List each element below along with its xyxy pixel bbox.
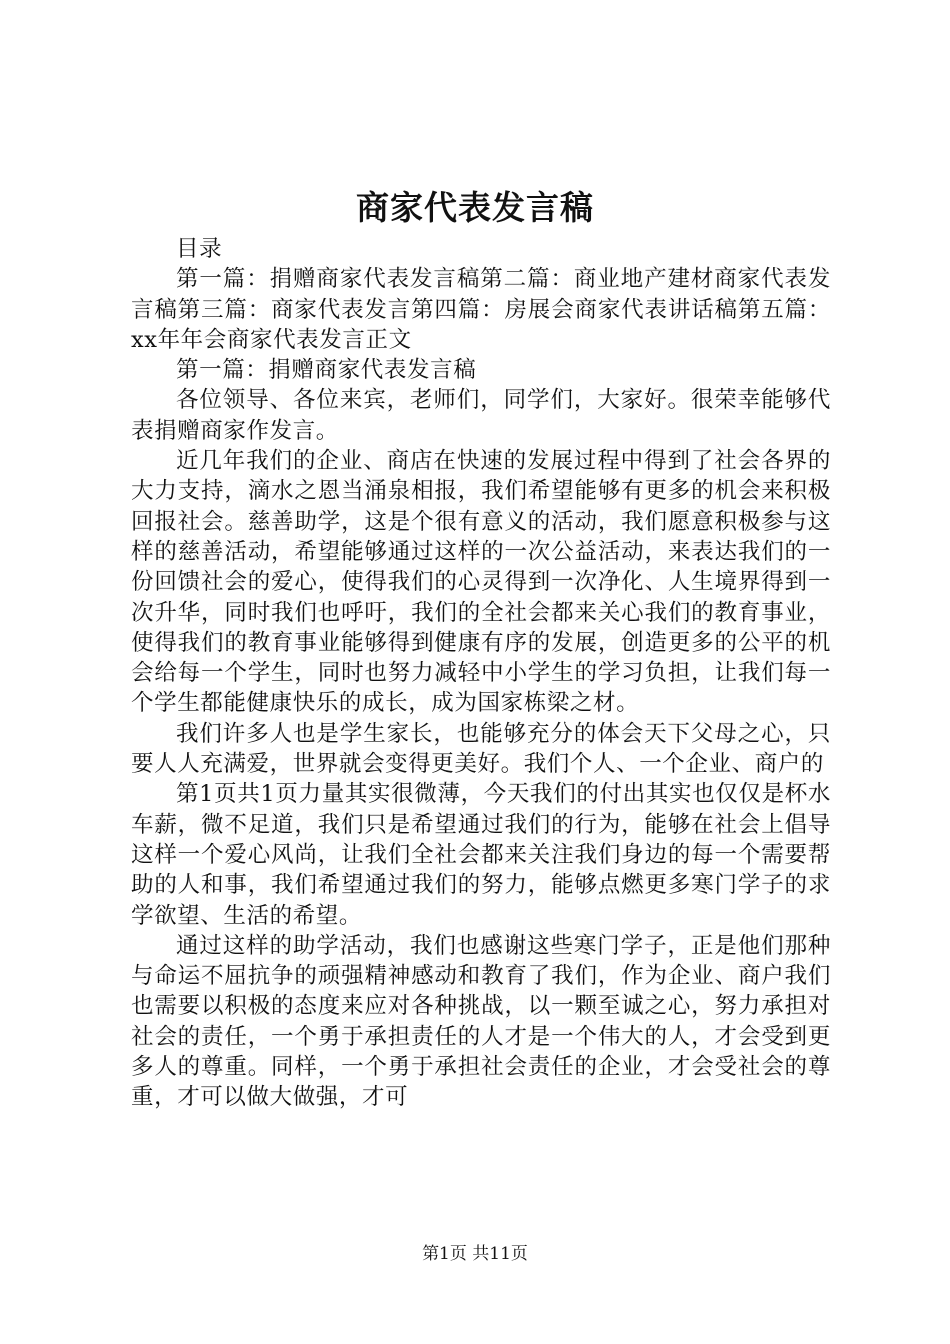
paragraph: 我们许多人也是学生家长，也能够充分的体会天下父母之心，只要人人充满爱，世界就会变得更美好。我们个人、一个企业、商户的 bbox=[131, 720, 831, 778]
paragraph: 第1页共1页力量其实很微薄，今天我们的付出其实也仅仅是杯水车薪，微不足道，我们只是希望通过我们的行为，能够在社会上倡导这样一个爱心风尚，让我们全社会都来关注我们身边的每一个需要帮助的人和事，我们希望通过我们的努力，能够点燃更多寒门学子的求学欲望、生活的希望。 bbox=[131, 781, 831, 929]
paragraph: 各位领导、各位来宾，老师们，同学们，大家好。很荣幸能够代表捐赠商家作发言。 bbox=[131, 387, 831, 444]
paragraph: 近几年我们的企业、商店在快速的发展过程中得到了社会各界的大力支持，滴水之恩当涌泉相报，我们希望能够有更多的机会来积极回报社会。慈善助学，这是个很有意义的活动，我们愿意积极参与这样的慈善活动，希望能够通过这样的一次公益活动，来表达我们的一份回馈社会的爱心，使得我们的心灵得到一次净化、人生境界得到一次升华，同时我们也呼吁，我们的全社会都来关心我们的教育事业，使得我们的教育事业能够得到健康有序的发展，创造更多的公平的机会给每一个学生，同时也努力减轻中小学生的学习负担，让我们每一个学生都能健康快乐的成长，成为国家栋梁之材。 bbox=[131, 448, 831, 717]
paragraph: 通过这样的助学活动，我们也感谢这些寒门学子，正是他们那种与命运不屈抗争的顽强精神感动和教育了我们，作为企业、商户我们也需要以积极的态度来应对各种挑战，以一颗至诚之心，努力承担对社会的责任，一个勇于承担责任的人才是一个伟大的人，才会受到更多人的尊重。同样，一个勇于承担社会责任的企业，才会受社会的尊重，才可以做大做强，才可 bbox=[131, 932, 831, 1111]
document-title: 商家代表发言稿 bbox=[356, 188, 594, 227]
toc-heading: 目录 bbox=[176, 236, 223, 262]
document-body bbox=[131, 234, 831, 1113]
section-heading: 第一篇：捐赠商家代表发言稿 bbox=[176, 357, 477, 384]
page-footer: 第1页 共11页 bbox=[422, 1244, 528, 1264]
toc-entries: 第一篇：捐赠商家代表发言稿第二篇：商业地产建材商家代表发言稿第三篇：商家代表发言第四篇：房展会商家代表讲话稿第五篇：xx年年会商家代表发言正文 bbox=[131, 266, 831, 353]
